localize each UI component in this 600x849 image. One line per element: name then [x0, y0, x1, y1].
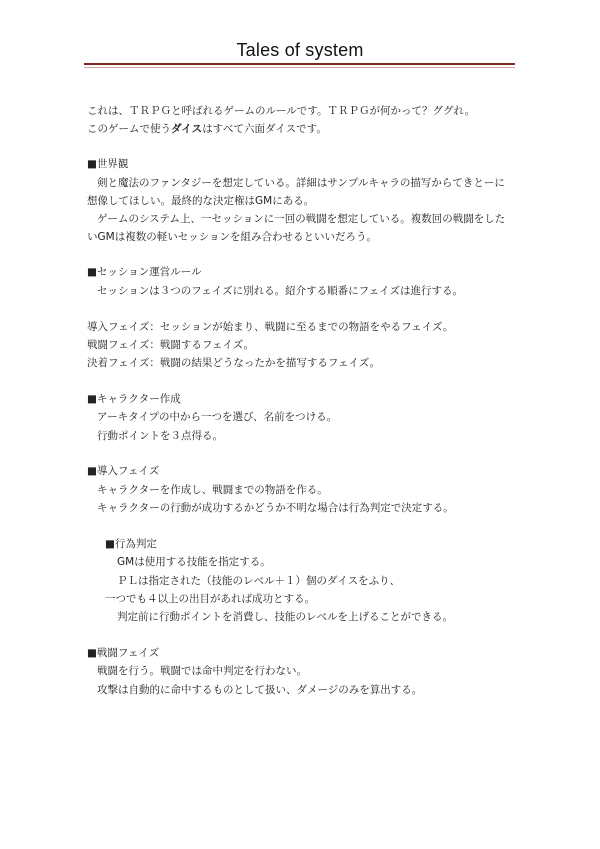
title-rule: [84, 63, 515, 65]
section-heading-character: ■キャラクター作成: [87, 393, 181, 405]
character-line: アーキタイプの中から一つを選び、名前をつける。: [97, 411, 338, 423]
action-check-line: ＰＬは指定された（技能のレベル＋１）個のダイスをふり、: [117, 575, 401, 587]
title-rule-thin: [84, 67, 515, 68]
battle-line: 戦闘を行う。戦闘では命中判定を行わない。: [97, 665, 307, 677]
section-heading-session: ■セッション運営ルール: [87, 266, 202, 278]
intro-phase-line: キャラクターの行動が成功するかどうか不明な場合は行為判定で決定する。: [97, 502, 454, 514]
phase-line: 導入フェイズ：セッションが始まり、戦闘に至るまでの物語をやるフェイズ。: [87, 321, 454, 333]
battle-line: 攻撃は自動的に命中するものとして扱い、ダメージのみを算出する。: [97, 684, 423, 696]
intro-dice-emphasis: ダイス: [171, 123, 203, 135]
intro-line-2-post: はすべて六面ダイスです。: [202, 123, 327, 135]
section-heading-battle: ■戦闘フェイズ: [87, 647, 160, 659]
world-line: ゲームのシステム上、一セッションに一回の戦闘を想定している。複数回の戦闘をした: [97, 213, 506, 225]
document-title: Tales of system: [236, 40, 364, 60]
session-line: セッションは３つのフェイズに別れる。紹介する順番にフェイズは進行する。: [97, 285, 464, 297]
section-heading-world: ■世界観: [87, 158, 129, 170]
world-line: 想像してほしい。最終的な決定権はGMにある。: [87, 195, 315, 207]
phase-line: 決着フェイズ：戦闘の結果どうなったかを描写するフェイズ。: [87, 357, 381, 369]
subsection-heading-action-check: ■行為判定: [105, 538, 157, 550]
character-line: 行動ポイントを３点得る。: [97, 430, 223, 442]
intro-line-2: [87, 122, 327, 136]
intro-line-2-pre: このゲームで使う: [87, 123, 171, 135]
action-check-line: GMは使用する技能を指定する。: [117, 556, 271, 568]
world-line: いGMは複数の軽いセッションを組み合わせるといいだろう。: [87, 231, 377, 243]
section-heading-intro-phase: ■導入フェイズ: [87, 465, 160, 477]
action-check-line: 一つでも４以上の出目があれば成功とする。: [105, 593, 315, 605]
action-check-line: 判定前に行動ポイントを消費し、技能のレベルを上げることができる。: [117, 611, 453, 623]
intro-line-1: これは、ＴＲＰＧと呼ばれるゲームのルールです。ＴＲＰＧが何かって？ググれ。: [87, 105, 476, 117]
world-line: 剣と魔法のファンタジーを想定している。詳細はサンプルキャラの描写からてきとーに: [97, 177, 505, 189]
phase-line: 戦闘フェイズ：戦闘するフェイズ。: [87, 339, 255, 351]
intro-phase-line: キャラクターを作成し、戦闘までの物語を作る。: [97, 484, 328, 496]
